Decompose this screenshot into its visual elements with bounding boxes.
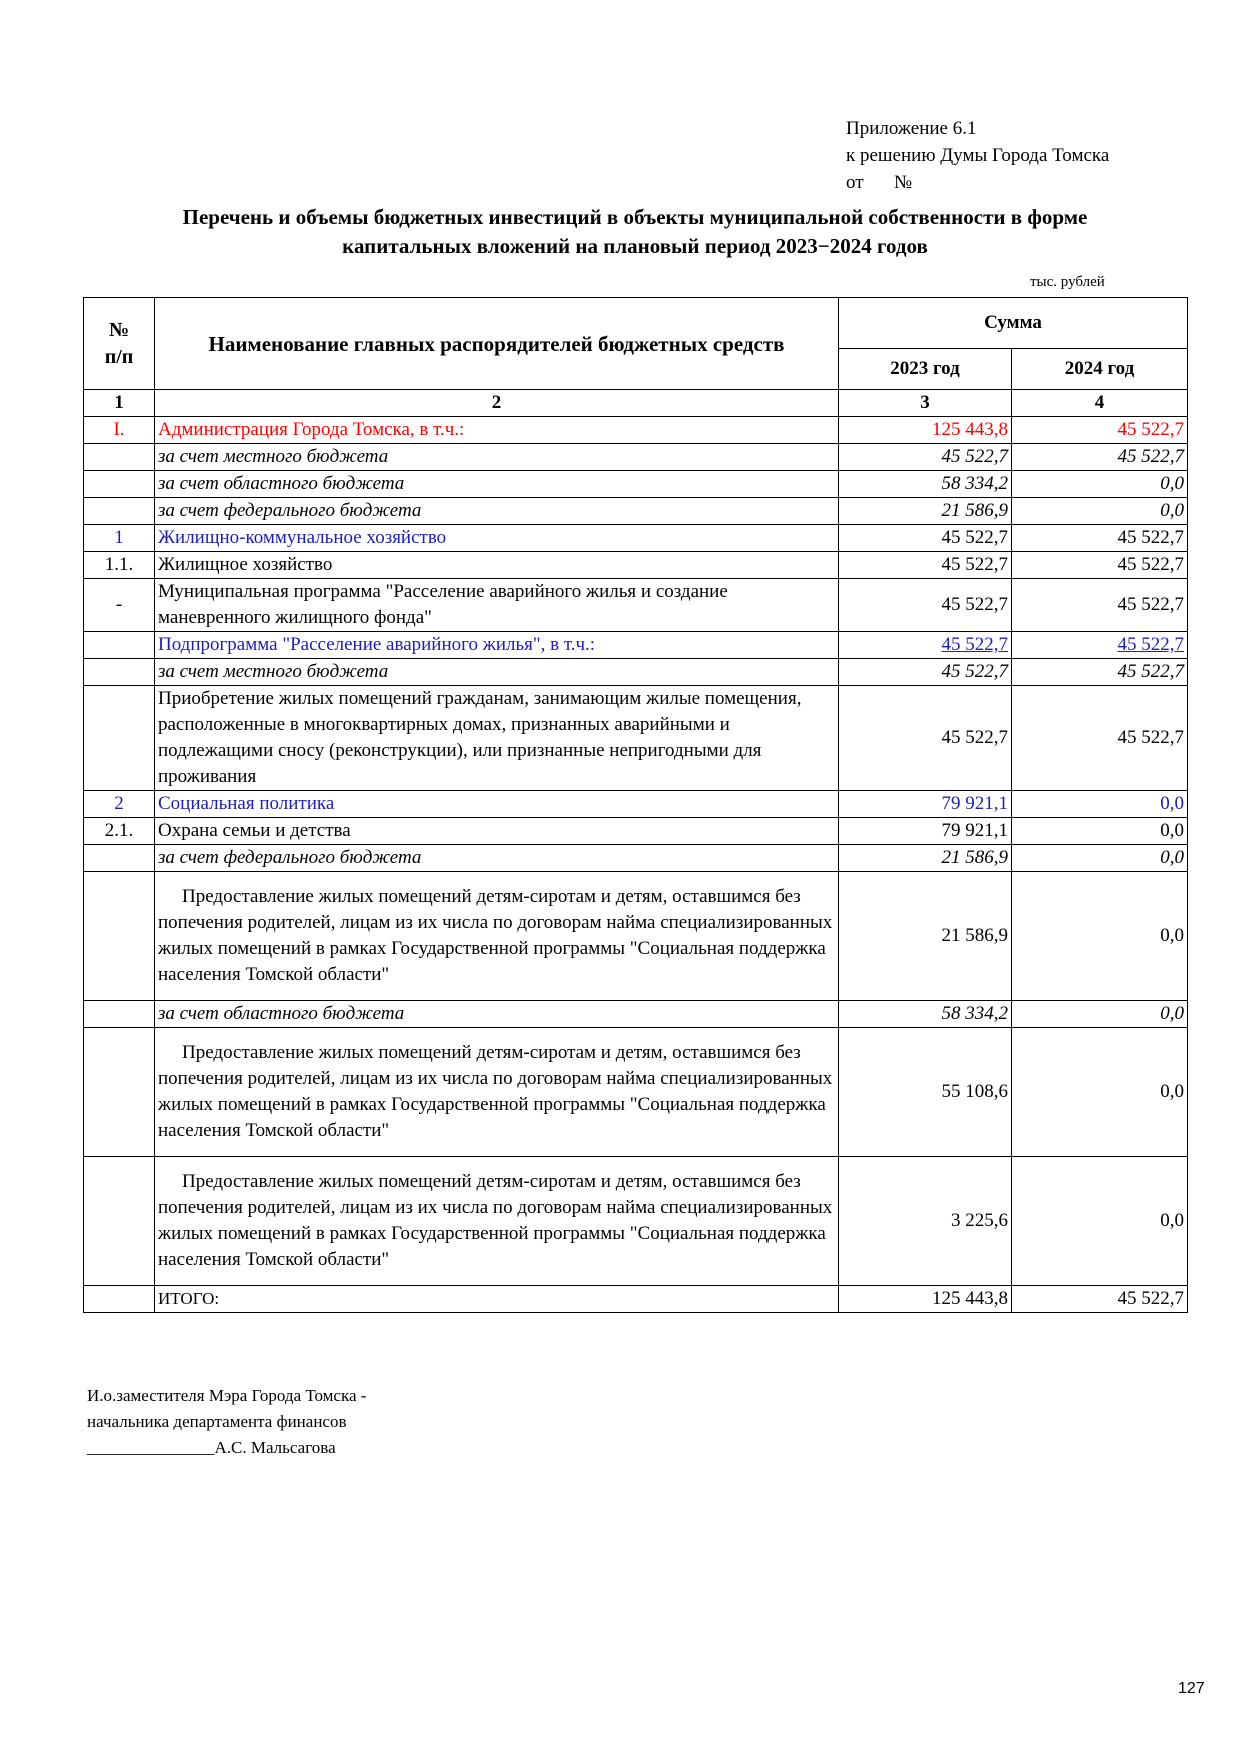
row-name: Подпрограмма "Расселение аварийного жилья", в т.ч.:	[155, 632, 839, 659]
row-2024: 45 522,7	[1012, 579, 1188, 632]
row-2023: 45 522,7	[839, 552, 1012, 579]
row-name: за счет местного бюджета	[155, 444, 839, 471]
row-2024: 0,0	[1012, 1001, 1188, 1028]
appendix-line-1: Приложение 6.1	[846, 118, 977, 139]
row-2024: 45 522,7	[1012, 444, 1188, 471]
table-row	[84, 845, 1188, 872]
header-name: Наименование главных распорядителей бюджетных средств	[155, 298, 839, 390]
row-num	[84, 471, 155, 498]
signature-line-1: И.о.заместителя Мэра Города Томска -	[87, 1386, 367, 1405]
appendix-from-label: от	[846, 172, 864, 193]
row-name: Предоставление жилых помещений детям-сиротам и детям, оставшимся без попечения родителей, лицам из их числа по договорам найма специализированных жилых помещений в рамках Государственной программы "Социальная поддержка населения Томской области"	[155, 1157, 839, 1286]
col-number-3: 3	[839, 390, 1012, 417]
table-row	[84, 632, 1188, 659]
row-num	[84, 659, 155, 686]
row-num: 2	[84, 791, 155, 818]
col-number-4: 4	[1012, 390, 1188, 417]
row-2024: 0,0	[1012, 818, 1188, 845]
row-2024: 0,0	[1012, 845, 1188, 872]
row-2024: 45 522,7	[1012, 552, 1188, 579]
total-num	[84, 1286, 155, 1313]
row-2023: 3 225,6	[839, 1157, 1012, 1286]
units-label: тыс. рублей	[1030, 274, 1105, 290]
row-2023: 125 443,8	[839, 417, 1012, 444]
total-2024: 45 522,7	[1012, 1286, 1188, 1313]
col-number-1: 1	[84, 390, 155, 417]
row-2024: 45 522,7	[1012, 686, 1188, 791]
row-name: за счет федерального бюджета	[155, 498, 839, 525]
row-num	[84, 1001, 155, 1028]
row-num	[84, 1028, 155, 1157]
header-year-2023: 2023 год	[839, 349, 1012, 390]
row-name: за счет местного бюджета	[155, 659, 839, 686]
total-row	[84, 1286, 1188, 1313]
row-num	[84, 444, 155, 471]
row-2023: 21 586,9	[839, 872, 1012, 1001]
row-name: Жилищное хозяйство	[155, 552, 839, 579]
row-2023: 55 108,6	[839, 1028, 1012, 1157]
row-name: Социальная политика	[155, 791, 839, 818]
row-2024: 0,0	[1012, 1157, 1188, 1286]
row-2023: 79 921,1	[839, 818, 1012, 845]
table-row	[84, 659, 1188, 686]
table-row	[84, 579, 1188, 632]
row-name: Предоставление жилых помещений детям-сиротам и детям, оставшимся без попечения родителей, лицам из их числа по договорам найма специализированных жилых помещений в рамках Государственной программы "Социальная поддержка населения Томской области"	[155, 1028, 839, 1157]
row-num	[84, 1157, 155, 1286]
col-number-2: 2	[155, 390, 839, 417]
appendix-block	[846, 115, 1109, 196]
budget-table	[83, 297, 1188, 1313]
table-row	[84, 872, 1188, 1001]
document-title	[80, 203, 1190, 261]
row-2024: 0,0	[1012, 471, 1188, 498]
row-2023: 45 522,7	[839, 579, 1012, 632]
row-name: Муниципальная программа "Расселение аварийного жилья и создание маневренного жилищного фонда"	[155, 579, 839, 632]
row-num: 1.1.	[84, 552, 155, 579]
row-name: Предоставление жилых помещений детям-сиротам и детям, оставшимся без попечения родителей, лицам из их числа по договорам найма специализированных жилых помещений в рамках Государственной программы "Социальная поддержка населения Томской области"	[155, 872, 839, 1001]
row-2023: 21 586,9	[839, 845, 1012, 872]
row-num	[84, 872, 155, 1001]
appendix-line-2: к решению Думы Города Томска	[846, 145, 1110, 166]
total-2023: 125 443,8	[839, 1286, 1012, 1313]
row-2023: 45 522,7	[839, 632, 1012, 659]
signature-line-2: начальника департамента финансов	[87, 1412, 347, 1431]
row-num	[84, 845, 155, 872]
table-row	[84, 444, 1188, 471]
page-number: 127	[1178, 1680, 1205, 1697]
row-2023: 45 522,7	[839, 444, 1012, 471]
row-num: 2.1.	[84, 818, 155, 845]
row-name: за счет областного бюджета	[155, 471, 839, 498]
row-num: -	[84, 579, 155, 632]
header-sum: Сумма	[839, 298, 1188, 349]
table-row	[84, 1028, 1188, 1157]
row-2023: 58 334,2	[839, 1001, 1012, 1028]
row-2023: 45 522,7	[839, 659, 1012, 686]
row-name: Охрана семьи и детства	[155, 818, 839, 845]
title-line-1: Перечень и объемы бюджетных инвестиций в объекты муниципальной собственности в форме	[182, 205, 1088, 229]
table-row	[84, 818, 1188, 845]
table-row	[84, 1001, 1188, 1028]
row-name: Жилищно-коммунальное хозяйство	[155, 525, 839, 552]
row-2024: 0,0	[1012, 791, 1188, 818]
appendix-line-3	[846, 169, 1109, 196]
row-2024: 45 522,7	[1012, 659, 1188, 686]
row-2023: 79 921,1	[839, 791, 1012, 818]
row-2024: 45 522,7	[1012, 417, 1188, 444]
total-label: ИТОГО:	[155, 1286, 839, 1313]
row-2023: 21 586,9	[839, 498, 1012, 525]
row-2023: 45 522,7	[839, 686, 1012, 791]
table-row	[84, 1157, 1188, 1286]
table-row	[84, 498, 1188, 525]
table-row	[84, 417, 1188, 444]
table-row	[84, 471, 1188, 498]
signature-block	[87, 1383, 366, 1461]
appendix-number-label: №	[894, 172, 913, 193]
title-line-2: капитальных вложений на плановый период 2023−2024 годов	[342, 234, 928, 258]
table-row	[84, 791, 1188, 818]
table-row	[84, 552, 1188, 579]
header-year-2024: 2024 год	[1012, 349, 1188, 390]
row-name: за счет областного бюджета	[155, 1001, 839, 1028]
row-2024: 45 522,7	[1012, 632, 1188, 659]
row-num: 1	[84, 525, 155, 552]
row-2024: 0,0	[1012, 1028, 1188, 1157]
row-name: Администрация Города Томска, в т.ч.:	[155, 417, 839, 444]
row-num	[84, 686, 155, 791]
row-num	[84, 632, 155, 659]
header-num: № п/п	[84, 298, 155, 390]
row-2023: 58 334,2	[839, 471, 1012, 498]
table-row	[84, 525, 1188, 552]
row-2023: 45 522,7	[839, 525, 1012, 552]
row-num: I.	[84, 417, 155, 444]
signature-line-3: _______________А.С. Мальсагова	[87, 1438, 336, 1457]
row-name: Приобретение жилых помещений гражданам, занимающим жилые помещения, расположенные в многоквартирных домах, признанных аварийными и подлежащими сносу (реконструкции), или признанные непригодными для проживания	[155, 686, 839, 791]
row-num	[84, 498, 155, 525]
row-2024: 0,0	[1012, 872, 1188, 1001]
table-row	[84, 686, 1188, 791]
row-2024: 0,0	[1012, 498, 1188, 525]
row-name: за счет федерального бюджета	[155, 845, 839, 872]
row-2024: 45 522,7	[1012, 525, 1188, 552]
column-number-row	[84, 390, 1188, 417]
